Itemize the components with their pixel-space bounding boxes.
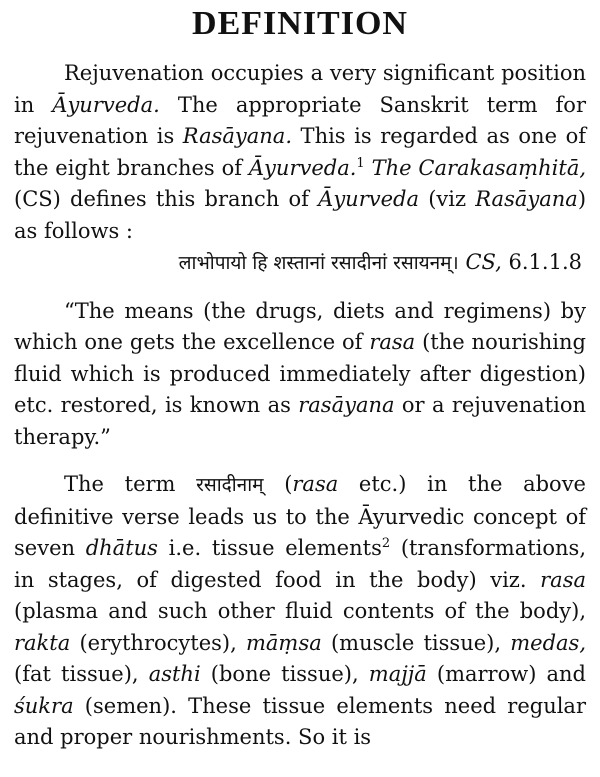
text-run: etc.) in the above definitive verse leads us to the Āyurvedic concept of seven [14, 472, 586, 560]
italic-term: Āyurveda. [52, 92, 160, 117]
dhatus-paragraph [14, 469, 586, 754]
translation-paragraph [14, 296, 586, 454]
sanskrit-text: लाभोपायो हि शस्तानां रसादीनां रसायनम्। [178, 252, 459, 274]
text-run: The appropriate Sanskrit term for rejuvenation is [14, 92, 586, 148]
text-run: (transformations, in stages, of digested food in the body) viz. [14, 536, 586, 592]
text-run: i.e. tissue elements [157, 536, 382, 560]
italic-term: asthi [148, 662, 201, 686]
text-run: (the nourishing fluid which is produced immediately after digestion) etc. restored, is known as [14, 330, 586, 417]
text-run: (marrow) and [426, 662, 586, 686]
italic-term: majjā [368, 662, 427, 686]
text-run: (plasma and such other fluid contents of the body), [14, 599, 586, 623]
text-run: (muscle tissue), [321, 630, 511, 655]
italic-term: rasa [369, 330, 416, 354]
italic-term: rakta [14, 630, 71, 655]
italic-term: Āyurveda [318, 187, 420, 211]
text-run: (semen). These tissue elements need regular and proper nourishments. So it is [14, 693, 586, 749]
italic-term: rasāyana [298, 393, 395, 417]
page-title: DEFINITION [192, 5, 408, 42]
spacer [14, 280, 586, 296]
italic-term: Āyurveda. [248, 155, 357, 180]
text-run: or a rejuvenation therapy.” [14, 393, 586, 449]
text-run: (CS) defines this branch of [14, 187, 319, 211]
verse-reference-number: 6.1.1.8 [508, 250, 582, 274]
spacer [14, 453, 586, 469]
intro-paragraph [14, 58, 586, 247]
text-run: (bone tissue), [200, 662, 369, 686]
sanskrit-inline: रसादीनाम् [196, 474, 264, 496]
italic-term: rasa [540, 567, 586, 592]
text-run: The term [64, 472, 197, 496]
text-run: (fat tissue), [14, 662, 149, 686]
sanskrit-verse [14, 247, 586, 280]
italic-term: dhātus [85, 536, 158, 560]
text-run: This is regarded as one of the eight branches of [14, 124, 586, 180]
italic-term: māṃsa [246, 630, 322, 655]
italic-term: śukra [14, 693, 74, 718]
italic-term: The Carakasaṃhitā, [371, 155, 587, 180]
text-run: Rejuvenation occupies a very significant position in [14, 61, 586, 117]
text-run [365, 156, 372, 180]
text-run: “The means (the drugs, diets and regimens) by which one gets the excellence of [14, 298, 586, 354]
italic-term: Rasāyana. [182, 124, 292, 148]
footnote-marker: 1 [356, 155, 365, 171]
italic-term: Rasāyana [475, 187, 578, 211]
text-run: ( [263, 472, 293, 496]
text-run: ) as follows : [14, 187, 587, 243]
text-run: (viz [419, 187, 476, 211]
italic-term: medas, [510, 630, 587, 655]
text-run: (erythrocytes), [70, 630, 246, 655]
italic-term: rasa [292, 472, 339, 496]
footnote-marker: 2 [381, 536, 391, 551]
verse-reference-label: CS, [465, 250, 502, 274]
